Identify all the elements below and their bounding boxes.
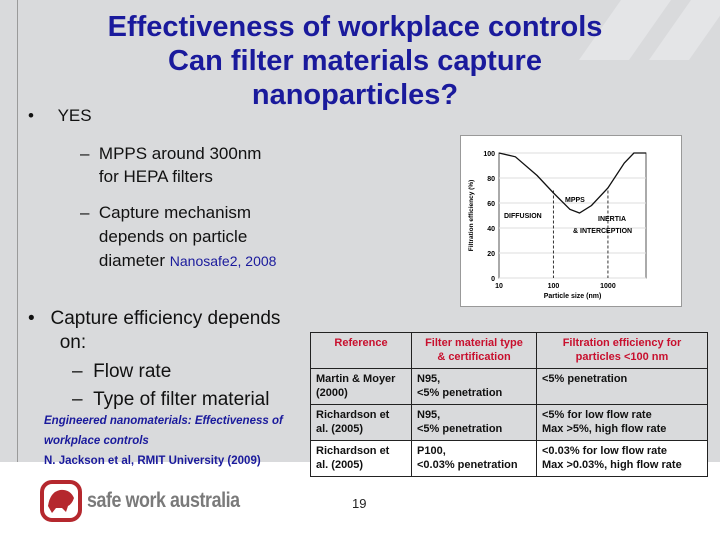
y-axis-label: Filtration efficiency (%) [468, 179, 475, 252]
table-row: Martin & Moyer (2000) N95, <5% penetration <5% penetration [311, 369, 708, 405]
header-efficiency: Filtration efficiency for particles <100 nm [537, 333, 708, 369]
chart-annotation: DIFFUSION [504, 213, 542, 220]
chart-annotation: INERTIA [598, 216, 626, 223]
x-tick-label: 100 [547, 283, 560, 290]
bullet-yes: • YES [28, 106, 92, 125]
header-reference: Reference [311, 333, 412, 369]
x-tick-label: 10 [495, 283, 503, 290]
page-number: 19 [352, 496, 367, 511]
table-row: Richardson et al. (2005) N95, <5% penetration <5% for low flow rate Max >5%, high flow rate [311, 405, 708, 441]
y-tick-label: 0 [491, 276, 495, 283]
y-tick-label: 100 [483, 151, 495, 158]
y-tick-label: 80 [487, 176, 495, 183]
y-tick-label: 40 [487, 226, 495, 233]
bullet-efficiency: • Capture efficiency depends on: [28, 308, 281, 353]
slide-title [60, 10, 650, 112]
filtration-chart [460, 135, 682, 307]
title-line: nanoparticles? [251, 79, 459, 111]
logo-emblem-icon [40, 480, 82, 522]
efficiency-curve [499, 153, 646, 213]
header-material: Filter material type & certification [412, 333, 537, 369]
y-tick-label: 60 [487, 201, 495, 208]
sub-bullet-capture: – Capture mechanism depends on particle diameter Nanosafe2, 2008 [80, 203, 277, 270]
x-axis-label: Particle size (nm) [543, 293, 602, 300]
divider [17, 0, 18, 462]
title-line: Effectiveness of workplace controls [107, 11, 603, 43]
chart-annotation: & INTERCEPTION [573, 228, 633, 235]
sub-bullet-mpps: – MPPS around 300nm for HEPA filters [80, 144, 262, 186]
x-tick-label: 1000 [600, 283, 616, 290]
citation: Engineered nanomaterials: Effectiveness of workplace controls N. Jackson et al, RMIT University (2009) [44, 415, 283, 467]
sub-bullets-factors: – Flow rate – Type of filter material [72, 361, 270, 410]
filter-table [310, 332, 708, 477]
table-row: Richardson et al. (2005) P100, <0.03% penetration <0.03% for low flow rate Max >0.03%, high flow rate [311, 441, 708, 477]
logo-text: safe work australia [87, 489, 240, 512]
title-line: Can filter materials capture [168, 45, 542, 77]
logo [40, 480, 267, 522]
chart-annotation: MPPS [565, 197, 585, 204]
y-tick-label: 20 [487, 251, 495, 258]
